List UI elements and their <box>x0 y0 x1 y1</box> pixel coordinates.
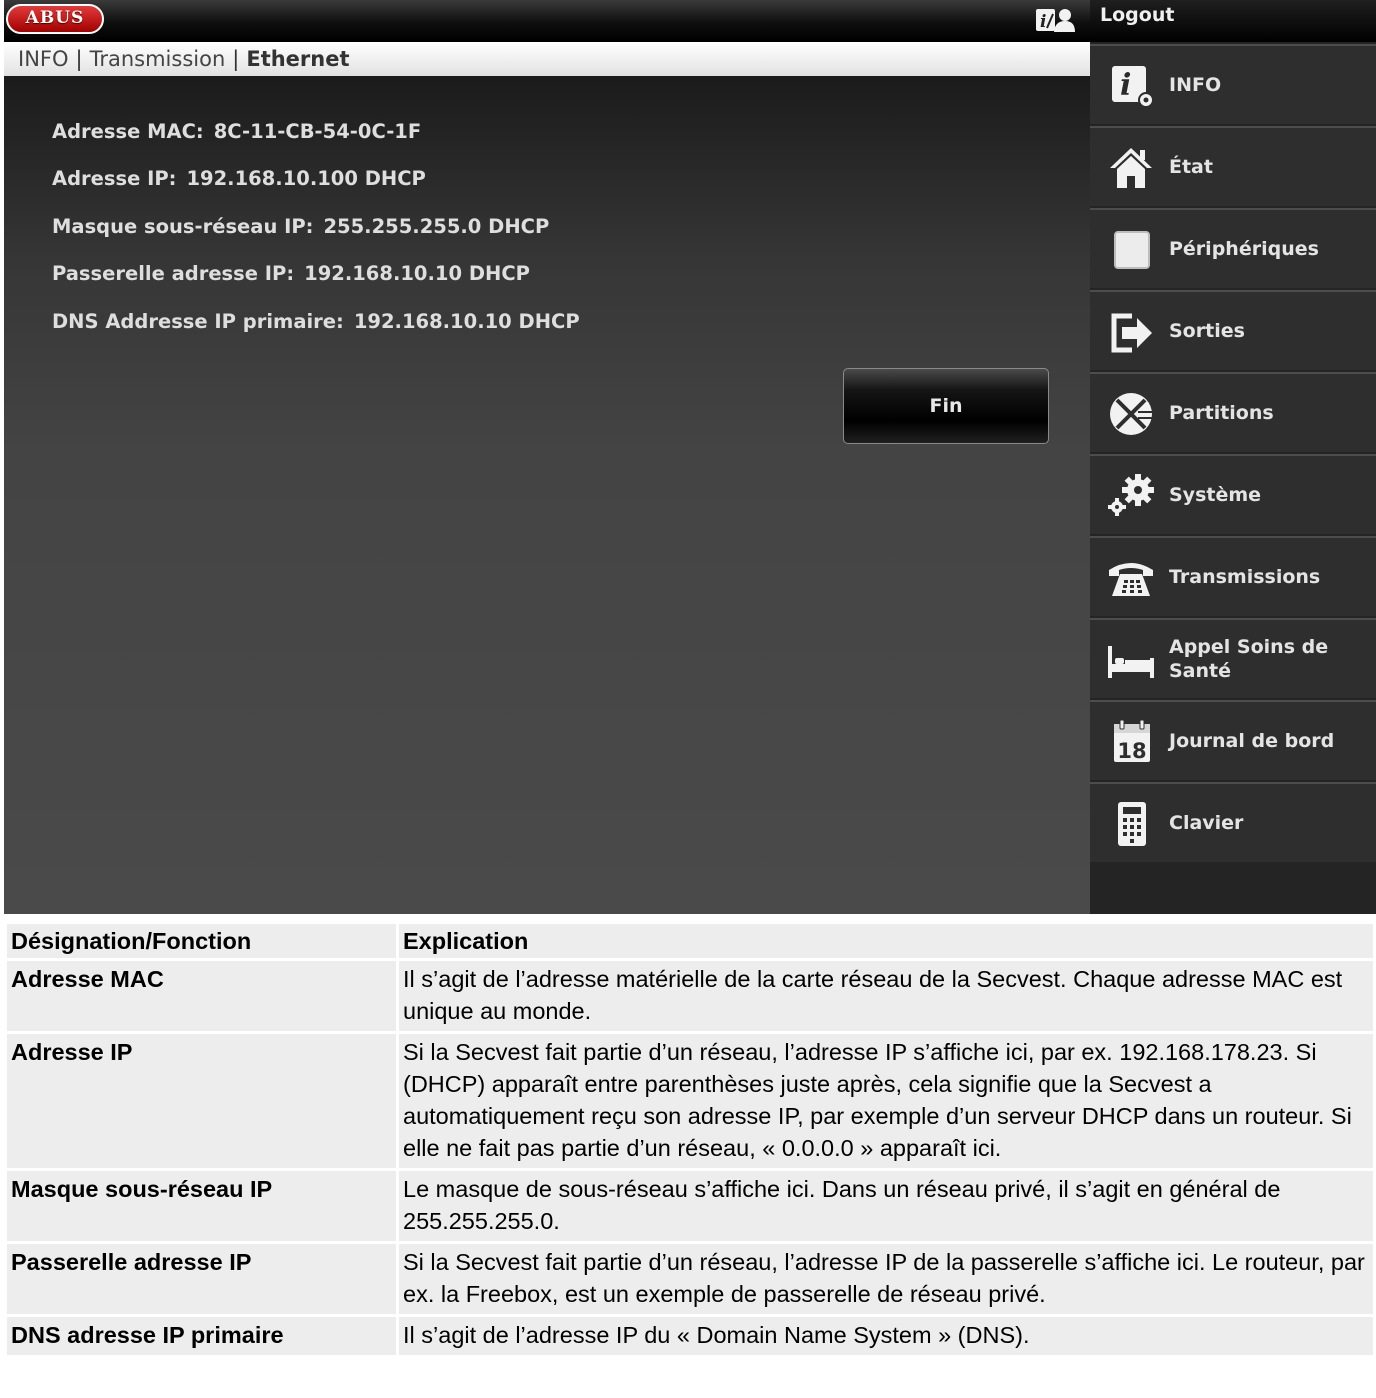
ip-address-line <box>52 167 426 190</box>
abus-logo: ABUS <box>6 4 104 34</box>
sidebar-item-label: Partitions <box>1169 402 1274 424</box>
row-explanation: Il s’agit de l’adresse IP du « Domain Name System » (DNS). <box>398 1316 1375 1357</box>
gears-icon <box>1106 472 1156 520</box>
subnet-mask-label: Masque sous-réseau IP: <box>52 215 314 238</box>
sidebar-item-label: INFO <box>1169 74 1222 96</box>
subnet-mask-line <box>52 215 549 238</box>
mac-address-line <box>52 120 421 143</box>
svg-text:i: i <box>1040 12 1047 32</box>
row-explanation: Si la Secvest fait partie d’un réseau, l’adresse IP s’affiche ici, par ex. 192.168.178.23. Si (DHCP) apparaît entre parenthèses juste après, cela signifie que la Secvest a automatiquement reçu son adresse IP, par exemple d’un serveur DHCP dans un routeur. Si elle ne fait pas partie d’un réseau, « 0.0.0.0 » apparaît ici. <box>398 1033 1375 1170</box>
sidebar-item-systeme[interactable] <box>1090 454 1376 534</box>
breadcrumb-ethernet: Ethernet <box>246 47 350 71</box>
fin-button[interactable]: Fin <box>843 368 1049 444</box>
table-row <box>6 1033 1375 1170</box>
device-square-icon <box>1106 226 1156 274</box>
keypad-icon <box>1106 800 1156 848</box>
ip-address-value: 192.168.10.100 DHCP <box>186 167 426 190</box>
row-explanation: Le masque de sous-réseau s’affiche ici. Dans un réseau privé, il s’agit en général de 255.255.255.0. <box>398 1170 1375 1243</box>
table-row <box>6 1170 1375 1243</box>
sidebar <box>1090 0 1376 914</box>
mac-address-value: 8C-11-CB-54-0C-1F <box>213 120 422 143</box>
house-icon <box>1106 144 1156 192</box>
explanation-table <box>4 921 1376 1358</box>
breadcrumb-info[interactable]: INFO <box>18 47 69 71</box>
sidebar-item-label: Périphériques <box>1169 238 1319 260</box>
table-header-row <box>6 923 1375 960</box>
sidebar-item-label: Appel Soins de Santé <box>1169 636 1329 682</box>
gateway-value: 192.168.10.10 DHCP <box>304 262 530 285</box>
row-explanation: Il s’agit de l’adresse matérielle de la carte réseau de la Secvest. Chaque adresse MAC est unique au monde. <box>398 960 1375 1033</box>
info-gear-icon <box>1106 62 1156 110</box>
sidebar-item-partitions[interactable] <box>1090 372 1376 452</box>
row-term: Masque sous-réseau IP <box>6 1170 398 1243</box>
sidebar-item-peripheriques[interactable] <box>1090 208 1376 288</box>
row-term: Adresse MAC <box>6 960 398 1033</box>
sidebar-item-info[interactable] <box>1090 44 1376 124</box>
breadcrumb-separator: | <box>75 47 83 71</box>
calendar-icon <box>1106 718 1156 766</box>
telephone-icon <box>1106 554 1156 602</box>
breadcrumb-transmission[interactable]: Transmission <box>89 47 226 71</box>
column-header-designation: Désignation/Fonction <box>6 923 398 960</box>
sidebar-item-clavier[interactable] <box>1090 782 1376 862</box>
sidebar-item-label: Sorties <box>1169 320 1245 342</box>
svg-text:i: i <box>1120 68 1132 103</box>
dns-value: 192.168.10.10 DHCP <box>353 310 580 333</box>
sidebar-item-label: État <box>1169 156 1213 178</box>
sidebar-item-label: Clavier <box>1169 812 1244 834</box>
breadcrumb <box>4 42 1090 76</box>
main-panel <box>4 76 1090 914</box>
table-row <box>6 1243 1375 1316</box>
table-row <box>6 960 1375 1033</box>
row-term: Adresse IP <box>6 1033 398 1170</box>
dns-line <box>52 310 580 333</box>
dns-label: DNS Addresse IP primaire: <box>52 310 344 333</box>
row-explanation: Si la Secvest fait partie d’un réseau, l’adresse IP de la passerelle s’affiche ici. Le routeur, par ex. la Freebox, est un exemple de passerelle de réseau privé. <box>398 1243 1375 1316</box>
sidebar-item-label: Journal de bord <box>1169 730 1335 752</box>
ip-address-label: Adresse IP: <box>52 167 177 190</box>
sidebar-item-transmissions[interactable] <box>1090 536 1376 616</box>
logout-button[interactable]: Logout <box>1090 0 1376 42</box>
sidebar-item-appel-soins[interactable] <box>1090 618 1376 698</box>
gateway-line <box>52 262 530 285</box>
mac-address-label: Adresse MAC: <box>52 120 204 143</box>
sidebar-item-sorties[interactable] <box>1090 290 1376 370</box>
row-term: DNS adresse IP primaire <box>6 1316 398 1357</box>
bed-icon <box>1106 636 1156 684</box>
sidebar-item-label: Transmissions <box>1169 566 1321 588</box>
breadcrumb-separator: | <box>232 47 240 71</box>
sidebar-item-label: Système <box>1169 484 1262 506</box>
secvest-screen <box>4 0 1376 914</box>
column-header-explication: Explication <box>398 923 1375 960</box>
calendar-day-text: 18 <box>1117 739 1147 763</box>
help-user-icon[interactable] <box>1034 6 1076 34</box>
gateway-label: Passerelle adresse IP: <box>52 262 295 285</box>
table-row <box>6 1316 1375 1357</box>
sidebar-item-etat[interactable] <box>1090 126 1376 206</box>
exit-arrow-icon <box>1106 308 1156 356</box>
subnet-mask-value: 255.255.255.0 DHCP <box>323 215 550 238</box>
sidebar-item-journal[interactable] <box>1090 700 1376 780</box>
partitions-circle-icon <box>1106 390 1156 438</box>
row-term: Passerelle adresse IP <box>6 1243 398 1316</box>
top-bar <box>4 0 1090 42</box>
